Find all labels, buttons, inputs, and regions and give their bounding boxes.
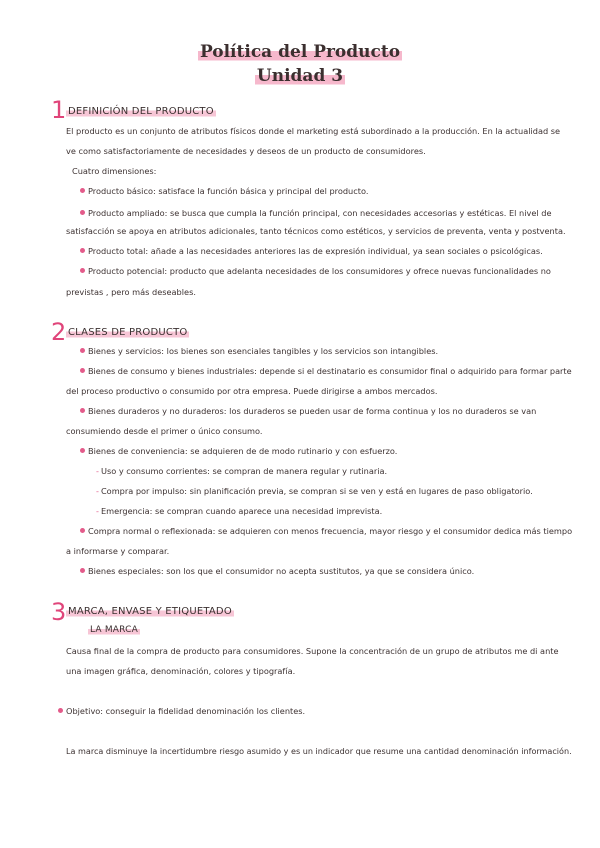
section-number-2: 2 (51, 318, 67, 346)
section-number-1: 1 (51, 96, 67, 124)
section-heading-3: MARCA, ENVASE Y ETIQUETADO (68, 606, 232, 617)
text-line: a informarse y comparar. (66, 546, 170, 556)
text-line: Cuatro dimensiones: (72, 166, 157, 176)
text-line: ve como satisfactoriamente de necesidades y deseos de un producto de consumidores. (66, 146, 426, 156)
bullet-icon (80, 528, 85, 533)
section-heading-1: DEFINICIÓN DEL PRODUCTO (68, 106, 214, 117)
bullet-icon (80, 408, 85, 413)
text-line: previstas , pero más deseables. (66, 287, 196, 297)
bullet-icon (80, 368, 85, 373)
list-item: Bienes duraderos y no duraderos: los duraderos se pueden usar de forma continua y los no duraderos se van (80, 406, 536, 417)
list-item: Bienes especiales: son los que el consumidor no acepta sustitutos, ya que se considera único. (80, 566, 474, 577)
list-item: Objetivo: conseguir la fidelidad denominación los clientes. (58, 706, 305, 717)
dash-icon: - (96, 466, 99, 476)
bullet-icon (80, 210, 85, 215)
dash-icon: - (96, 506, 99, 516)
text-line: satisfacción se apoya en atributos adicionales, tanto técnicos como estéticos, y servicios de preventa, venta y postventa. (66, 226, 566, 236)
bullet-icon (80, 568, 85, 573)
dash-icon: - (96, 486, 99, 496)
list-item: Bienes y servicios: los bienes son esenciales tangibles y los servicios son intangibles. (80, 346, 438, 357)
sub-list-item: - Emergencia: se compran cuando aparece una necesidad imprevista. (96, 506, 383, 516)
text-line: del proceso productivo o consumido por otra empresa. Puede dirigirse a ambos mercados. (66, 386, 438, 396)
list-item: Bienes de conveniencia: se adquieren de de modo rutinario y con esfuerzo. (80, 446, 397, 457)
bullet-icon (58, 708, 63, 713)
list-item: Bienes de consumo y bienes industriales: depende si el destinatario es consumidor final o adquirido para formar parte (80, 366, 572, 377)
bullet-icon (80, 448, 85, 453)
text-line: Causa final de la compra de producto para consumidores. Supone la concentración de un grupo de atributos me di ante (66, 646, 559, 656)
document-title: Política del Producto (199, 42, 401, 62)
bullet-icon (80, 348, 85, 353)
document-subtitle: Unidad 3 (256, 66, 344, 86)
subsection-heading: LA MARCA (90, 625, 139, 635)
sub-list-item: - Uso y consumo corrientes: se compran de manera regular y rutinaria. (96, 466, 388, 476)
bullet-icon (80, 268, 85, 273)
list-item: Producto básico: satisface la función básica y principal del producto. (80, 186, 368, 197)
section-heading-2: CLASES DE PRODUCTO (68, 327, 188, 338)
text-line: consumiendo desde el primer o único consumo. (66, 426, 263, 436)
text-line: una imagen gráfica, denominación, colores y tipografía. (66, 666, 296, 676)
bullet-icon (80, 188, 85, 193)
list-item: Producto potencial: producto que adelanta necesidades de los consumidores y ofrece nuevas funcionalidades no (80, 266, 551, 277)
list-item: Producto ampliado: se busca que cumpla la función principal, con necesidades accesorias y estéticas. El nivel de (80, 208, 551, 219)
list-item: Compra normal o reflexionada: se adquieren con menos frecuencia, mayor riesgo y el consumidor dedica más tiempo (80, 526, 572, 537)
sub-list-item: - Compra por impulso: sin planificación previa, se compran si se ven y está en lugares de paso obligatorio. (96, 486, 533, 496)
text-line: La marca disminuye la incertidumbre riesgo asumido y es un indicador que resume una cantidad denominación información. (66, 746, 572, 756)
section-number-3: 3 (51, 598, 67, 626)
text-line: El producto es un conjunto de atributos físicos donde el marketing está subordinado a la producción. En la actualidad se (66, 126, 561, 136)
bullet-icon (80, 248, 85, 253)
list-item: Producto total: añade a las necesidades anteriores las de expresión individual, ya sean sociales o psicológicas. (80, 246, 543, 257)
